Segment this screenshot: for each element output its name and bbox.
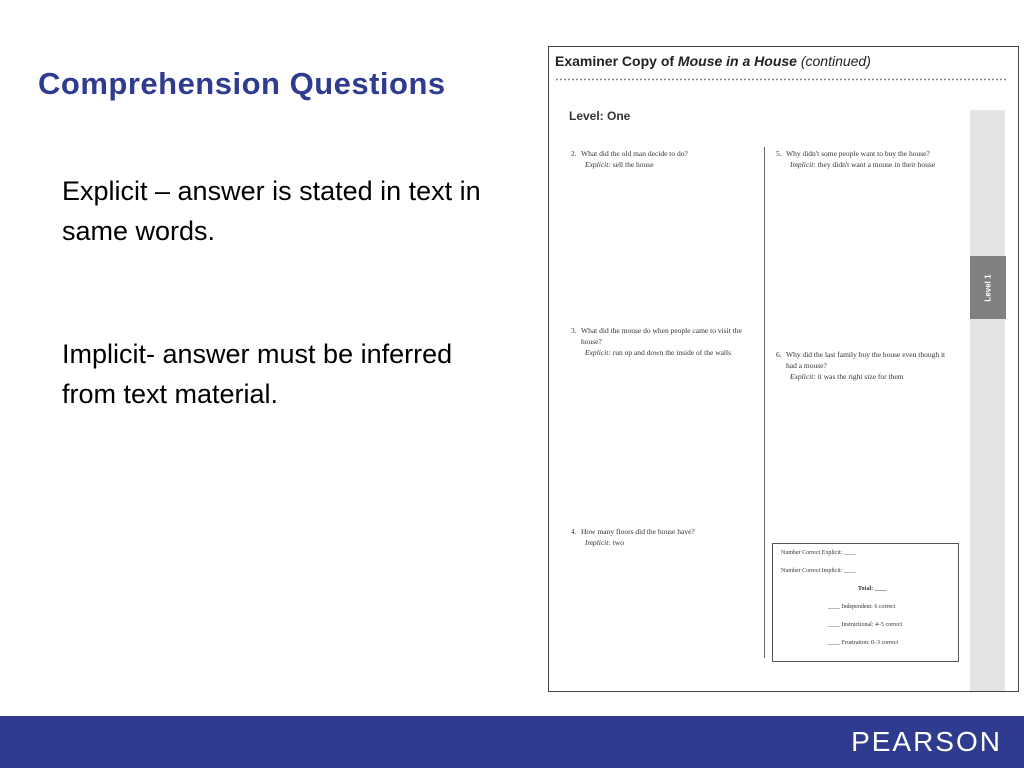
- question-number: 3.: [571, 326, 577, 335]
- answer-text: two: [612, 538, 624, 547]
- answer-type: Explicit:: [585, 160, 611, 169]
- footer-bar: [0, 716, 1024, 768]
- answer-text: sell the house: [612, 160, 654, 169]
- level-side-tab-label: Level 1: [983, 273, 993, 302]
- level-side-tab: [970, 256, 1006, 319]
- question-text: Why did the last family buy the house even though it had a mouse?: [786, 350, 946, 370]
- bullet-implicit: Implicit- answer must be inferred from text material.: [62, 339, 453, 409]
- answer-type: Explicit:: [585, 348, 611, 357]
- score-independent: ____ Independent: 6 correct: [828, 604, 896, 610]
- header-suffix: (continued): [796, 53, 871, 69]
- question-5: [776, 148, 951, 170]
- score-frustration: ____ Frustration: 0–3 correct: [828, 640, 899, 646]
- answer-type: Explicit:: [790, 372, 816, 381]
- question-2: [571, 148, 751, 170]
- examiner-copy-document: [548, 46, 1019, 692]
- question-6: [776, 349, 951, 382]
- side-bar: [970, 110, 1005, 692]
- header-prefix: Examiner Copy of: [555, 53, 678, 69]
- score-box: [772, 543, 959, 662]
- answer-text: run up and down the inside of the walls: [612, 348, 732, 357]
- document-header: [555, 53, 871, 69]
- bullet-explicit: Explicit – answer is stated in text in same words.: [62, 176, 481, 246]
- score-instructional: ____ Instructional: 4–5 correct: [828, 622, 903, 628]
- column-divider: [764, 147, 765, 658]
- answer-type: Implicit:: [790, 160, 816, 169]
- slide-title: Comprehension Questions: [38, 66, 446, 101]
- answer-text: it was the right size for them: [817, 372, 904, 381]
- question-number: 5.: [776, 149, 782, 158]
- answer-type: Implicit:: [585, 538, 611, 547]
- level-label: Level: One: [569, 109, 631, 123]
- question-text: What did the old man decide to do?: [581, 149, 688, 158]
- score-implicit: Number Correct Implicit: ____: [781, 568, 856, 574]
- score-explicit: Number Correct Explicit: ____: [781, 550, 856, 556]
- question-3: [571, 325, 751, 358]
- question-number: 4.: [571, 527, 577, 536]
- answer-text: they didn't want a mouse in their house: [817, 160, 936, 169]
- question-text: What did the mouse do when people came to visit the house?: [581, 326, 742, 346]
- question-text: Why didn't some people want to buy the house?: [786, 149, 930, 158]
- pearson-logo: PEARSON: [851, 726, 1002, 757]
- question-4: [571, 526, 751, 548]
- score-total: Total: ____: [858, 586, 887, 592]
- question-number: 2.: [571, 149, 577, 158]
- dotted-divider: [555, 78, 1008, 81]
- header-title: Mouse in a House: [677, 53, 797, 69]
- question-text: How many floors did the house have?: [581, 527, 695, 536]
- question-number: 6.: [776, 350, 782, 359]
